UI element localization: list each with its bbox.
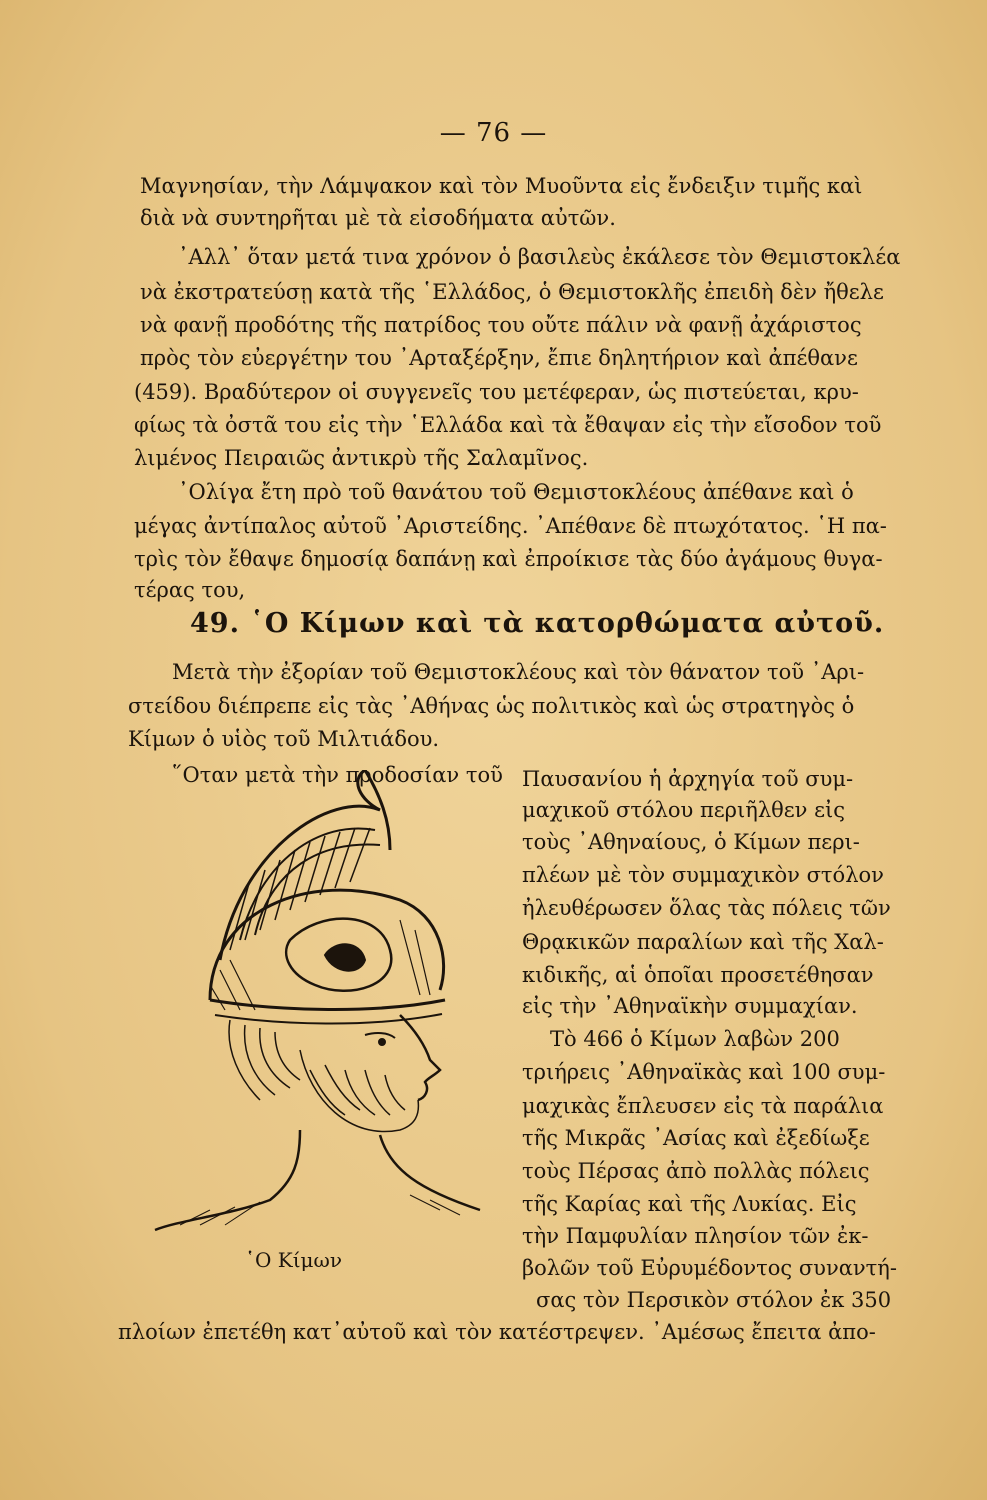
text-line: Τὸ 466 ὁ Κίμων λαβὼν 200 xyxy=(550,1027,840,1051)
text-line: νὰ φανῇ προδότης τῆς πατρίδος του οὔτε πάλιν νὰ φανῇ ἀχάριστος xyxy=(140,313,862,337)
text-line: διὰ νὰ συντηρῆται μὲ τὰ εἰσοδήματα αὐτῶν. xyxy=(140,206,616,230)
kimon-portrait-illustration xyxy=(150,770,490,1240)
text-line: πρὸς τὸν εὐεργέτην του ᾿Αρταξέρξην, ἔπιε δηλητήριον καὶ ἀπέθανε xyxy=(140,346,858,370)
portrait-caption: ῾Ο Κίμων xyxy=(245,1248,343,1272)
text-line: Κίμων ὁ υἱὸς τοῦ Μιλτιάδου. xyxy=(128,727,440,751)
text-line: ᾿Αλλ᾿ ὅταν μετά τινα χρόνον ὁ βασιλεὺς ἐκάλεσε τὸν Θεμιστοκλέα xyxy=(178,245,901,269)
text-line: βολῶν τοῦ Εὐρυμέδοντος συναντή- xyxy=(522,1256,897,1280)
text-line: μαχικὰς ἔπλευσεν εἰς τὰ παράλια xyxy=(522,1094,884,1118)
text-line: ῞Οταν μετὰ τὴν προδοσίαν τοῦ xyxy=(172,763,503,787)
text-line: πλοίων ἐπετέθη κατ᾿αὐτοῦ καὶ τὸν κατέστρεψεν. ᾿Αμέσως ἔπειτα ἀπο- xyxy=(118,1320,876,1344)
text-line: μαχικοῦ στόλου περιῆλθεν εἰς xyxy=(522,798,845,822)
section-heading: 49. ῾Ο Κίμων καὶ τὰ κατορθώματα αὐτοῦ. xyxy=(190,608,885,639)
text-line: νὰ ἐκστρατεύσῃ κατὰ τῆς ῾Ελλάδος, ὁ Θεμιστοκλῆς ἐπειδὴ δὲν ἤθελε xyxy=(140,280,884,304)
text-line: τρὶς τὸν ἔθαψε δημοσίᾳ δαπάνῃ καὶ ἐπροίκισε τὰς δύο ἀγάμους θυγα- xyxy=(134,547,883,571)
text-line: φίως τὰ ὀστᾶ του εἰς τὴν ῾Ελλάδα καὶ τὰ ἔθαψαν εἰς τὴν εἴσοδον τοῦ xyxy=(134,413,882,437)
text-line: μέγας ἀντίπαλος αὐτοῦ ᾿Αριστείδης. ᾿Απέθανε δὲ πτωχότατος. ῾Η πα- xyxy=(134,514,887,538)
text-line: λιμένος Πειραιῶς ἀντικρὺ τῆς Σαλαμῖνος. xyxy=(134,446,589,470)
text-line: (459). Βραδύτερον οἱ συγγενεῖς του μετέφεραν, ὡς πιστεύεται, κρυ- xyxy=(134,380,859,404)
text-line: εἰς τὴν ᾿Αθηναϊκὴν συμμαχίαν. xyxy=(522,994,858,1018)
text-line: τοὺς Πέρσας ἀπὸ πολλὰς πόλεις xyxy=(522,1159,870,1183)
text-line: τοὺς ᾿Αθηναίους, ὁ Κίμων περι- xyxy=(522,830,860,854)
text-line: σας τὸν Περσικὸν στόλον ἐκ 350 xyxy=(536,1288,892,1312)
text-line: τῆς Καρίας καὶ τῆς Λυκίας. Εἰς xyxy=(522,1192,857,1216)
text-line: πλέων μὲ τὸν συμμαχικὸν στόλον xyxy=(522,863,884,887)
text-line: τὴν Παμφυλίαν πλησίον τῶν ἐκ- xyxy=(522,1224,869,1248)
text-line: τῆς Μικρᾶς ᾿Ασίας καὶ ἐξεδίωξε xyxy=(522,1126,870,1150)
text-line: Θρᾳκικῶν παραλίων καὶ τῆς Χαλ- xyxy=(522,930,884,954)
page-number: — 76 — xyxy=(439,118,548,148)
text-line: τριήρεις ᾿Αθηναϊκὰς καὶ 100 συμ- xyxy=(522,1060,886,1084)
text-line: στείδου διέπρεπε εἰς τὰς ᾿Αθήνας ὡς πολιτικὸς καὶ ὡς στρατηγὸς ὁ xyxy=(128,694,855,718)
text-line: Μαγνησίαν, τὴν Λάμψακον καὶ τὸν Μυοῦντα εἰς ἔνδειξιν τιμῆς καὶ xyxy=(140,174,863,198)
text-line: Μετὰ τὴν ἐξορίαν τοῦ Θεμιστοκλέους καὶ τὸν θάνατον τοῦ ᾿Αρι- xyxy=(172,660,865,684)
text-line: τέρας του, xyxy=(134,578,246,602)
text-line: ἠλευθέρωσεν ὅλας τὰς πόλεις τῶν xyxy=(522,896,891,920)
text-line: ᾿Ολίγα ἔτη πρὸ τοῦ θανάτου τοῦ Θεμιστοκλέους ἀπέθανε καὶ ὁ xyxy=(178,480,854,504)
text-line: κιδικῆς, αἱ ὁποῖαι προσετέθησαν xyxy=(522,963,874,987)
text-line: Παυσανίου ἡ ἀρχηγία τοῦ συμ- xyxy=(522,767,854,791)
